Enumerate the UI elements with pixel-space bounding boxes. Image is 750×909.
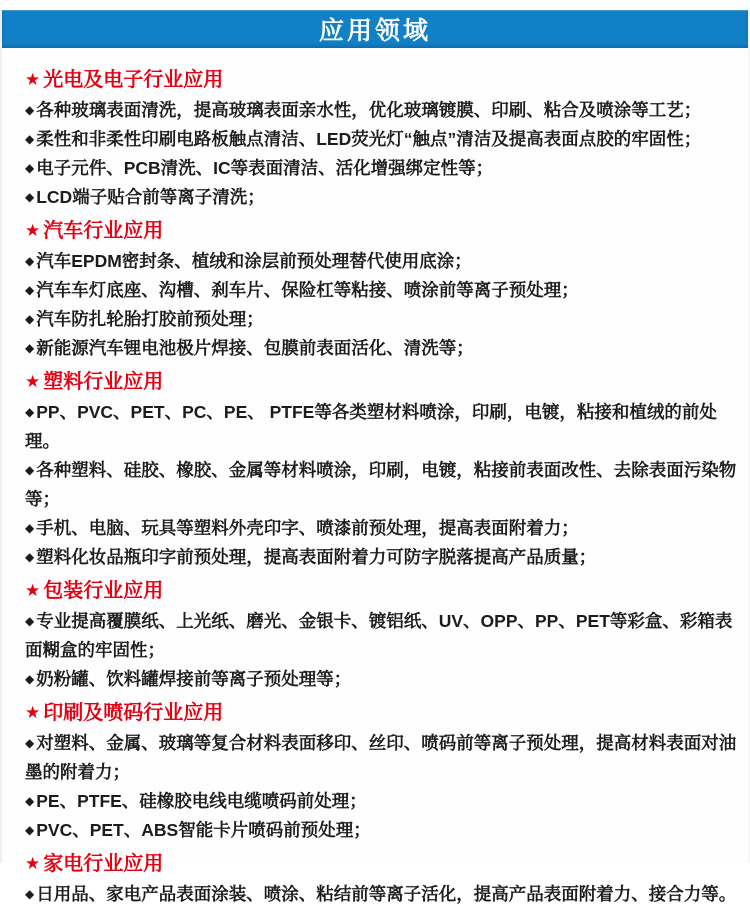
bullet-item: [25, 154, 742, 183]
bullet-item: [25, 880, 742, 909]
star-icon: ★: [25, 221, 41, 240]
diamond-bullet-icon: ◆: [25, 794, 35, 808]
bullet-text: PE、PTFE、硅橡胶电线电缆喷码前处理；: [36, 791, 367, 811]
section-heading: [25, 66, 742, 95]
diamond-bullet-icon: ◆: [25, 823, 35, 837]
bullet-item: [25, 456, 742, 514]
diamond-bullet-icon: ◆: [25, 103, 35, 117]
diamond-bullet-icon: ◆: [25, 132, 35, 146]
bullet-text: 汽车防扎轮胎打胶前预处理；: [36, 309, 264, 329]
bullet-text: 汽车EPDM密封条、植绒和涂层前预处理替代使用底涂；: [36, 251, 472, 271]
section-heading-text: 包装行业应用: [43, 580, 164, 602]
content-area: [2, 48, 748, 909]
bullet-text: 专业提高覆膜纸、上光纸、磨光、金银卡、镀铝纸、UV、OPP、PP、PET等彩盒、彩箱表面糊盒的牢固性；: [25, 611, 733, 660]
page-title: 应用领域: [318, 17, 431, 45]
bullet-item: [25, 96, 742, 125]
bullet-item: [25, 729, 742, 787]
bullet-text: LCD端子贴合前等离子清洗；: [36, 187, 265, 207]
bullet-item: [25, 305, 742, 334]
section: [25, 850, 742, 909]
bullet-text: 各种玻璃表面清洗，提高玻璃表面亲水性，优化玻璃镀膜、印刷、粘合及喷涂等工艺；: [36, 100, 702, 120]
bullet-item: [25, 543, 742, 572]
section: [25, 699, 742, 845]
diamond-bullet-icon: ◆: [25, 161, 35, 175]
diamond-bullet-icon: ◆: [25, 614, 35, 628]
bullet-text: 日用品、家电产品表面涂装、喷涂、粘结前等离子活化，提高产品表面附着力、接合力等。: [36, 884, 737, 904]
section: [25, 577, 742, 694]
section-heading-text: 汽车行业应用: [43, 220, 164, 242]
diamond-bullet-icon: ◆: [25, 341, 35, 355]
diamond-bullet-icon: ◆: [25, 887, 35, 901]
star-icon: ★: [25, 372, 41, 391]
bullet-text: 新能源汽车锂电池极片焊接、包膜前表面活化、清洗等；: [36, 338, 474, 358]
diamond-bullet-icon: ◆: [25, 672, 35, 686]
bullet-item: [25, 276, 742, 305]
section-heading-text: 塑料行业应用: [43, 371, 164, 393]
bullet-text: 电子元件、PCB清洗、IC等表面清洁、活化增强绑定性等；: [36, 158, 494, 178]
section-heading: [25, 577, 742, 606]
diamond-bullet-icon: ◆: [25, 283, 35, 297]
diamond-bullet-icon: ◆: [25, 312, 35, 326]
bullet-text: PP、PVC、PET、PC、PE、 PTFE等各类塑材料喷涂，印刷，电镀，粘接和植绒的前处理。: [25, 402, 717, 451]
star-icon: ★: [25, 581, 41, 600]
diamond-bullet-icon: ◆: [25, 405, 35, 419]
section-heading-text: 家电行业应用: [43, 853, 164, 875]
bullet-item: [25, 787, 742, 816]
section-heading: [25, 368, 742, 397]
bullet-item: [25, 125, 742, 154]
bullet-item: [25, 607, 742, 665]
diamond-bullet-icon: ◆: [25, 254, 35, 268]
diamond-bullet-icon: ◆: [25, 521, 35, 535]
star-icon: ★: [25, 854, 41, 873]
section: [25, 368, 742, 572]
section-heading: [25, 699, 742, 728]
bullet-item: [25, 398, 742, 456]
section-heading-text: 光电及电子行业应用: [43, 69, 224, 91]
bullet-item: [25, 816, 742, 845]
page: [0, 10, 750, 904]
bullet-text: 奶粉罐、饮料罐焊接前等离子预处理等；: [36, 669, 352, 689]
bullet-item: [25, 665, 742, 694]
bullet-text: 各种塑料、硅胶、橡胶、金属等材料喷涂，印刷，电镀，粘接前表面改性、去除表面污染物等；: [25, 460, 737, 509]
bullet-item: [25, 514, 742, 543]
bullet-text: 对塑料、金属、玻璃等复合材料表面移印、丝印、喷码前等离子预处理，提高材料表面对油墨的附着力；: [25, 733, 737, 782]
section-heading: [25, 217, 742, 246]
bullet-text: 塑料化妆品瓶印字前预处理，提高表面附着力可防字脱落提高产品质量；: [36, 547, 597, 567]
bullet-text: 手机、电脑、玩具等塑料外壳印字、喷漆前预处理，提高表面附着力；: [36, 518, 579, 538]
section: [25, 66, 742, 212]
page-title-banner: [2, 10, 748, 48]
bullet-text: PVC、PET、ABS智能卡片喷码前预处理；: [36, 820, 371, 840]
bullet-item: [25, 183, 742, 212]
diamond-bullet-icon: ◆: [25, 736, 35, 750]
section-heading-text: 印刷及喷码行业应用: [43, 702, 224, 724]
section: [25, 217, 742, 363]
diamond-bullet-icon: ◆: [25, 550, 35, 564]
star-icon: ★: [25, 703, 41, 722]
bullet-text: 汽车车灯底座、沟槽、刹车片、保险杠等粘接、喷涂前等离子预处理；: [36, 280, 579, 300]
diamond-bullet-icon: ◆: [25, 463, 35, 477]
section-heading: [25, 850, 742, 879]
bullet-item: [25, 334, 742, 363]
bullet-text: 柔性和非柔性印刷电路板触点清洁、LED荧光灯“触点”清洁及提高表面点胶的牢固性；: [36, 129, 702, 149]
diamond-bullet-icon: ◆: [25, 190, 35, 204]
star-icon: ★: [25, 70, 41, 89]
bullet-item: [25, 247, 742, 276]
